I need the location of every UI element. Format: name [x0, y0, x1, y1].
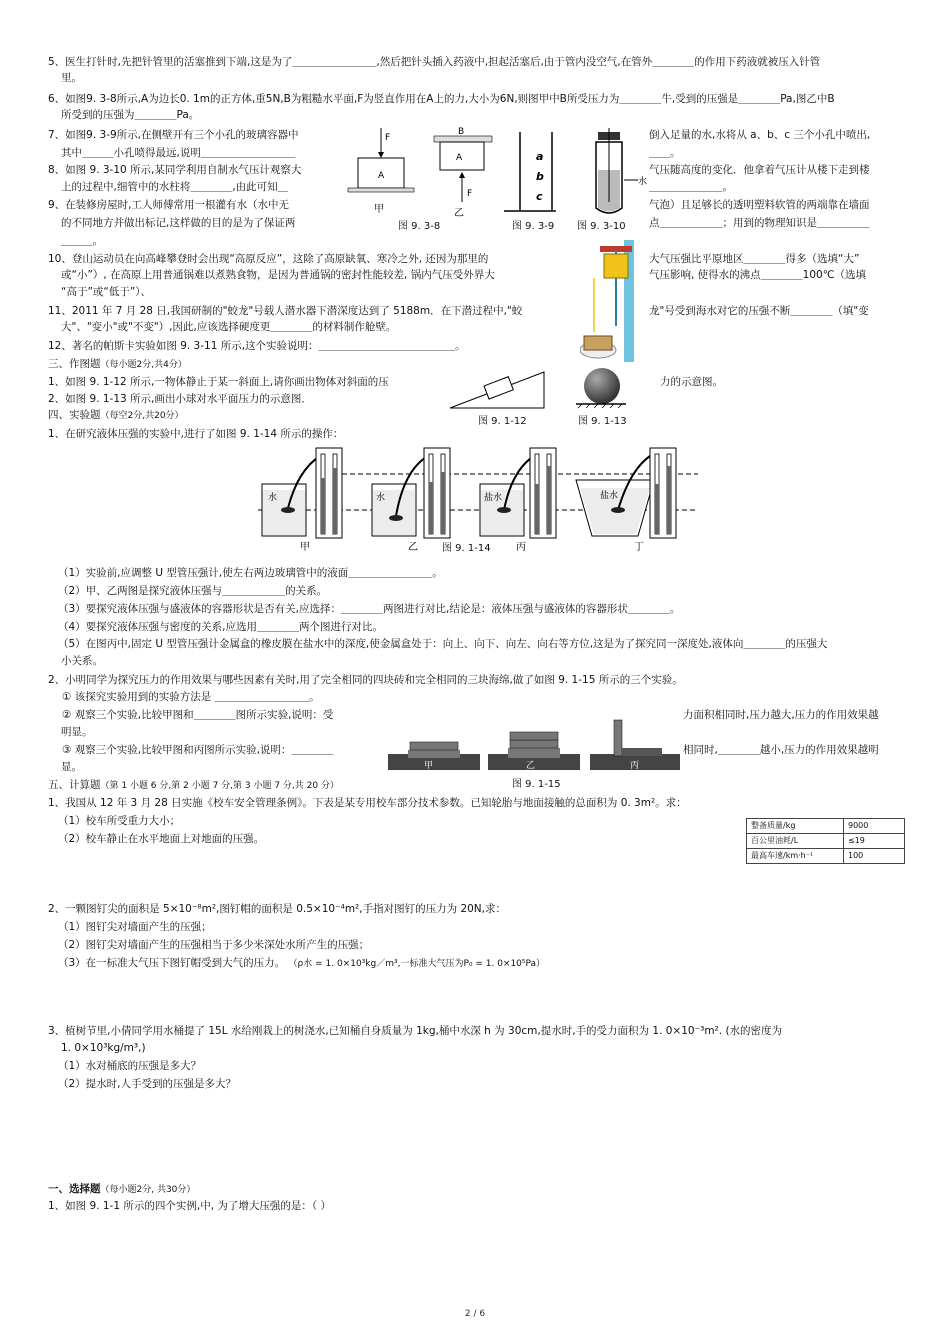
draw-q2: 2、如图 9. 1-13 所示,画出小球对水平面压力的示意图． [48, 393, 312, 405]
section-3-note: （每小题2分,共4分） [100, 360, 187, 370]
calc3-sub2: （2）提水时,人手受到的压强是多大？ [58, 1078, 237, 1090]
exp2-sub1: ① 该探究实验用到的实验方法是 ＿＿＿＿＿＿＿＿＿。 [62, 691, 320, 703]
section-1-heading [48, 1182, 195, 1197]
figure-9-3-11 [580, 238, 638, 366]
label-yi: 乙 [454, 208, 464, 219]
label-a: a [536, 150, 544, 163]
table-row [747, 834, 905, 849]
caption-9-3-9: 图 9. 3-9 [512, 221, 555, 232]
calc2-sub3-note: （ρ水 = 1. 0×10³kg／m³,一标准大气压为P₀ = 1. 0×10⁵Pa） [288, 959, 546, 969]
calc3-sub1: （1）水对桶底的压强是多大？ [58, 1060, 202, 1072]
label-c: c [536, 190, 543, 203]
figure-9-1-15 [386, 718, 682, 774]
label-jia: 甲 [374, 204, 384, 215]
label-b: b [536, 170, 544, 183]
caption-9-1-12: 图 9. 1-12 [478, 416, 527, 427]
q9-left2: 的不同地方并做出标记,这样做的目的是为了保证两 [61, 217, 296, 229]
calc1-sub2: （2）校车静止在水平地面上对地面的压强。 [58, 833, 265, 845]
draw-q1-right: 力的示意图。 [660, 376, 723, 388]
calc2-sub2: （2）图钉尖对墙面产生的压强相当于多少米深处水所产生的压强； [58, 939, 370, 951]
figure-9-1-12 [448, 366, 548, 412]
q5-line2: 里。 [61, 72, 82, 84]
label-bing-114: 丙 [516, 542, 526, 552]
exp1-sub1: （1）实验前,应调整 U 型管压强计,使左右两边玻璃管中的液面＿＿＿＿＿＿＿＿。 [58, 567, 443, 579]
q9-left3: ＿＿＿。 [61, 235, 103, 247]
table-cell-key: 百公里油耗/L [747, 834, 844, 849]
label-saltwater-bing: 盐水 [484, 493, 503, 503]
exp2-intro: 2、小明同学为探究压力的作用效果与哪些因素有关时,用了完全相同的四块砖和完全相同的三块海绵,做了如图 9. 1-15 所示的三个实验。 [48, 674, 683, 686]
label-A-yi: A [456, 153, 463, 163]
section-4-title: 四、实验题 [48, 409, 101, 421]
table-cell-key: 最高车速/km·h⁻¹ [747, 849, 844, 864]
q9-right1: 气泡）且足够长的透明塑料软管的两端靠在墙面 [649, 199, 870, 211]
q10-left2: 或“小”）, 在高原上用普通锅难以煮熟食物，是因为普通锅的密封性能较差, 锅内气压受外界大 [61, 269, 495, 281]
section-3-title: 三、作图题 [48, 358, 101, 370]
q10-right1: 大气压强比平原地区＿＿＿＿得多（选填“大” [649, 253, 860, 265]
calc2-sub3: （3）在一标准大气压下图钉帽受到大气的压力。 [58, 957, 286, 969]
q7-left1: 7、如图9. 3-9所示,在侧壁开有三个小孔的玻璃容器中 [48, 129, 299, 141]
q8-left1: 8、如图 9. 3-10 所示,某同学利用自制水气压计观察大 [48, 164, 302, 176]
exp2-sub3-cont: 显。 [61, 761, 82, 773]
caption-9-3-8: 图 9. 3-8 [398, 221, 441, 232]
calc3-intro2: 1. 0×10³kg/m³,) [61, 1042, 146, 1054]
q6-line1: 6、如图9. 3-8所示,A为边长0. 1m的正方体,重5N,B为粗糙水平面,F为竖直作用在A上的力,大小为6N,则图甲中B所受压力为＿＿＿＿牛,受到的压强是＿＿＿＿Pa,图乙中B [48, 93, 835, 105]
figure-9-1-14 [258, 440, 698, 552]
exp2-sub3-right: 相同时,＿＿＿＿越小,压力的作用效果越明 [683, 744, 879, 756]
caption-9-1-14: 图 9. 1-14 [442, 543, 491, 554]
section-5-title: 五、计算题 [48, 779, 101, 791]
table-row [747, 849, 905, 864]
q11-left2: 大"、"变小"或"不变"）,因此,应该选择硬度更＿＿＿＿的材料制作舱壁。 [61, 321, 397, 333]
q8-right2: ＿＿＿＿＿＿＿。 [649, 181, 733, 193]
label-water-yi: 水 [376, 493, 386, 503]
label-F-jia: F [385, 133, 391, 143]
q6-line2: 所受到的压强为＿＿＿＿Pa。 [61, 109, 200, 121]
section-5-note: （第 1 小题 6 分,第 2 小题 7 分,第 3 小题 7 分,共 20 分） [100, 781, 339, 791]
label-jia-114: 甲 [300, 542, 310, 552]
q7-right1: 倒入足量的水,水将从 a、b、c 三个小孔中喷出, [649, 129, 871, 141]
page-number: 2 / 6 [464, 1309, 486, 1319]
q9-right2: 点＿＿＿＿＿＿；用到的物理知识是＿＿＿＿＿ [649, 217, 870, 229]
choice-q1: 1、如图 9. 1-1 所示的四个实例,中, 为了增大压强的是：（ ） [48, 1200, 331, 1212]
label-saltwater-ding: 盐水 [600, 491, 619, 501]
exp2-sub2-cont: 明显。 [61, 726, 93, 738]
exp1-sub2: （2）甲、乙两图是探究液体压强与＿＿＿＿＿＿的关系。 [58, 585, 328, 597]
table-cell-value: 100 [844, 849, 905, 864]
section-1-note: （每小题2分, 共30分） [100, 1185, 196, 1195]
q7-left2: 其中＿＿＿小孔喷得最远,说明＿＿＿＿＿＿＿＿＿ [61, 147, 296, 159]
table-cell-value: ≤19 [844, 834, 905, 849]
exp2-sub2-left: ② 观察三个实验,比较甲图和＿＿＿＿图所示实验,说明：受 [62, 709, 334, 721]
caption-9-1-13: 图 9. 1-13 [578, 416, 627, 427]
exp1-intro: 1、在研究液体压强的实验中,进行了如图 9. 1-14 所示的操作： [48, 428, 344, 440]
q11-right1: 龙"号受到海水对它的压强不断＿＿＿＿（填"变 [649, 305, 869, 317]
caption-9-3-10: 图 9. 3-10 [577, 221, 626, 232]
exp1-sub5a: （5）在图丙中,固定 U 型管压强计金属盒的橡皮膜在盐水中的深度,使金属盒处于：向上、向下、向左、向右等方位,这是为了探究同一深度处,液体向＿＿＿＿的压强大 [58, 638, 828, 650]
q8-right1: 气压随高度的变化．他拿着气压计从楼下走到楼 [649, 164, 870, 176]
label-yi-114: 乙 [408, 542, 418, 552]
exp2-sub3-left: ③ 观察三个实验,比较甲图和丙图所示实验,说明：＿＿＿＿ [62, 744, 334, 756]
calc2-sub1: （1）图钉尖对墙面产生的压强； [58, 921, 212, 933]
section-4-note: （每空2分,共20分） [100, 411, 184, 421]
q9-left1: 9、在装修房屋时,工人师傅常用一根灌有水（水中无 [48, 199, 290, 211]
label-water-jia: 水 [268, 493, 278, 503]
exp1-sub4: （4）要探究液体压强与密度的关系,应选用＿＿＿＿两个图进行对比。 [58, 621, 384, 633]
section-5-heading [48, 778, 339, 793]
label-B-yi: B [458, 127, 465, 137]
q10-left3: “高于”或“低于”）、 [61, 286, 152, 298]
label-yi-115: 乙 [526, 761, 536, 771]
figure-9-1-13 [570, 364, 630, 410]
exp2-sub2-right: 力面积相同时,压力越大,压力的作用效果越 [683, 709, 879, 721]
calc3-intro1: 3、植树节里,小倩同学用水桶提了 15L 水给刚栽上的树浇水,已知桶自身质量为 1kg,桶中水深 h 为 30cm,提水时,手的受力面积为 1. 0×10⁻³m². (水的密度为 [48, 1025, 783, 1037]
table-row [747, 819, 905, 834]
calc1-intro: 1、我国从 12 年 3 月 28 日实施《校车安全管理条例》。下表是某专用校车部分技术参数。已知轮胎与地面接触的总面积为 0. 3m²。求： [48, 797, 687, 809]
school-bus-spec-table [746, 818, 905, 864]
section-4-heading [48, 408, 184, 423]
q12: 12、著名的帕斯卡实验如图 9. 3-11 所示,这个实验说明：＿＿＿＿＿＿＿＿＿＿＿＿＿。 [48, 340, 466, 352]
label-ding-114: 丁 [634, 542, 644, 552]
q5-line1: 5、医生打针时,先把针管里的活塞推到下端,这是为了＿＿＿＿＿＿＿＿,然后把针头插入药液中,担起活塞后,由于管内没空气,在管外＿＿＿＿的作用下药液就被压入针管 [48, 56, 821, 68]
q10-left1: 10、登山运动员在向高峰攀登时会出现“高原反应”，这除了高原缺氧、寒冷之外, 还因为那里的 [48, 253, 489, 265]
exp1-sub5b: 小关系。 [61, 655, 103, 667]
exp1-sub3: （3）要探究液体压强与盛液体的容器形状是否有关,应选择：＿＿＿＿两图进行对比,结论是：液体压强与盛液体的容器形状＿＿＿＿。 [58, 603, 681, 615]
figure-9-3-9 [500, 128, 560, 220]
q8-left2: 上的过程中,细管中的水柱将＿＿＿＿,由此可知＿ [61, 181, 289, 193]
label-jia-115: 甲 [424, 761, 434, 771]
label-A-jia: A [378, 171, 385, 181]
q10-right2: 气压影响, 使得水的沸点＿＿＿＿100℃（选填 [649, 269, 867, 281]
q11-left1: 11、2011 年 7 月 28 日,我国研制的"蛟龙"号载人潜水器下潜深度达到了 5188m．在下潜过程中,"蛟 [48, 305, 523, 317]
table-cell-key: 整备质量/kg [747, 819, 844, 834]
caption-9-1-15: 图 9. 1-15 [512, 779, 561, 790]
label-bing-115: 丙 [630, 761, 640, 771]
label-water-310: 水 [638, 177, 648, 187]
calc2-intro: 2、一颗图钉尖的面积是 5×10⁻⁸m²,图钉帽的面积是 0.5×10⁻⁴m²,手指对图钉的压力为 20N,求： [48, 903, 506, 915]
section-1-title: 一、选择题 [48, 1183, 101, 1195]
q7-right2: ＿＿。 [649, 147, 681, 159]
calc2-sub3-line [58, 956, 545, 971]
label-F-yi: F [467, 189, 473, 199]
section-3-heading [48, 357, 187, 372]
figure-9-3-8 [346, 126, 496, 226]
calc1-sub1: （1）校车所受重力大小； [58, 815, 181, 827]
table-cell-value: 9000 [844, 819, 905, 834]
draw-q1-left: 1、如图 9. 1-12 所示,一物体静止于某一斜面上,请你画出物体对斜面的压 [48, 376, 389, 388]
figure-9-3-10 [584, 126, 648, 220]
